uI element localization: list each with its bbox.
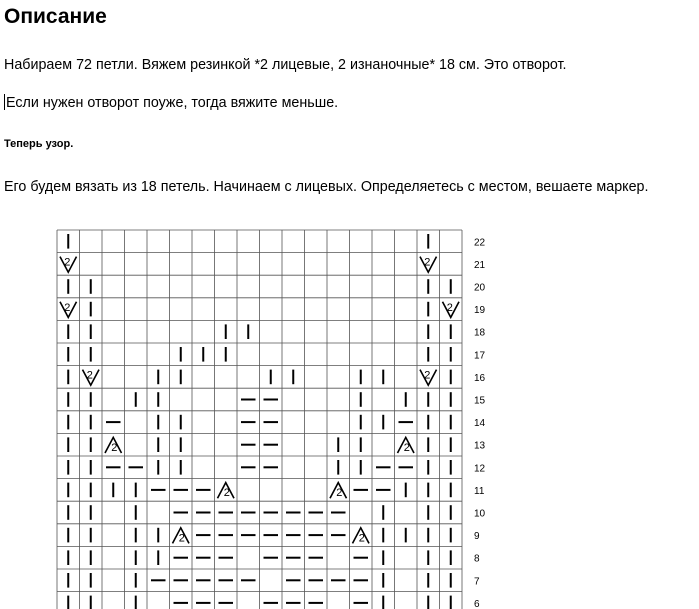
knitting-chart <box>0 220 699 609</box>
text-cursor <box>4 94 5 110</box>
row-number: 7 <box>474 576 480 588</box>
row-number: 22 <box>474 237 486 249</box>
row-number: 17 <box>474 350 486 362</box>
row-number: 15 <box>474 395 486 407</box>
row-number: 8 <box>474 553 480 565</box>
increase-label: 2 <box>178 532 185 545</box>
increase-label: 2 <box>358 532 365 545</box>
increase-label: 2 <box>111 442 118 454</box>
row-number: 6 <box>474 598 480 609</box>
row-number: 18 <box>474 327 486 339</box>
subheading-pattern: Теперь узор. <box>4 138 74 150</box>
row-number: 19 <box>474 305 486 317</box>
paragraph-cuff-note-text: Если нужен отворот поуже, тогда вяжите меньше. <box>6 95 339 111</box>
decrease-label: 2 <box>86 369 93 382</box>
paragraph-cuff-note[interactable] <box>4 94 338 111</box>
page-title: Описание <box>4 5 107 28</box>
paragraph-pattern-intro: Его будем вязать из 18 петель. Начинаем с лицевых. Определяетесь с местом, вешаете маркер. <box>4 179 649 195</box>
row-number: 9 <box>474 531 480 543</box>
decrease-label: 2 <box>424 369 431 382</box>
decrease-label: 2 <box>64 256 71 269</box>
row-number: 11 <box>474 485 485 497</box>
row-number: 10 <box>474 508 486 520</box>
row-number: 14 <box>474 418 486 430</box>
paragraph-cast-on: Набираем 72 петли. Вяжем резинкой *2 лицевые, 2 изнаночные* 18 см. Это отворот. <box>4 57 567 73</box>
increase-label: 2 <box>336 487 343 500</box>
row-number: 13 <box>474 440 486 452</box>
row-number: 20 <box>474 282 486 294</box>
row-number: 16 <box>474 372 486 384</box>
row-number: 21 <box>474 259 486 271</box>
decrease-label: 2 <box>446 301 453 314</box>
increase-label: 2 <box>223 487 230 500</box>
row-number: 12 <box>474 463 486 475</box>
increase-label: 2 <box>403 442 410 454</box>
decrease-label: 2 <box>424 256 431 269</box>
decrease-label: 2 <box>64 301 71 314</box>
